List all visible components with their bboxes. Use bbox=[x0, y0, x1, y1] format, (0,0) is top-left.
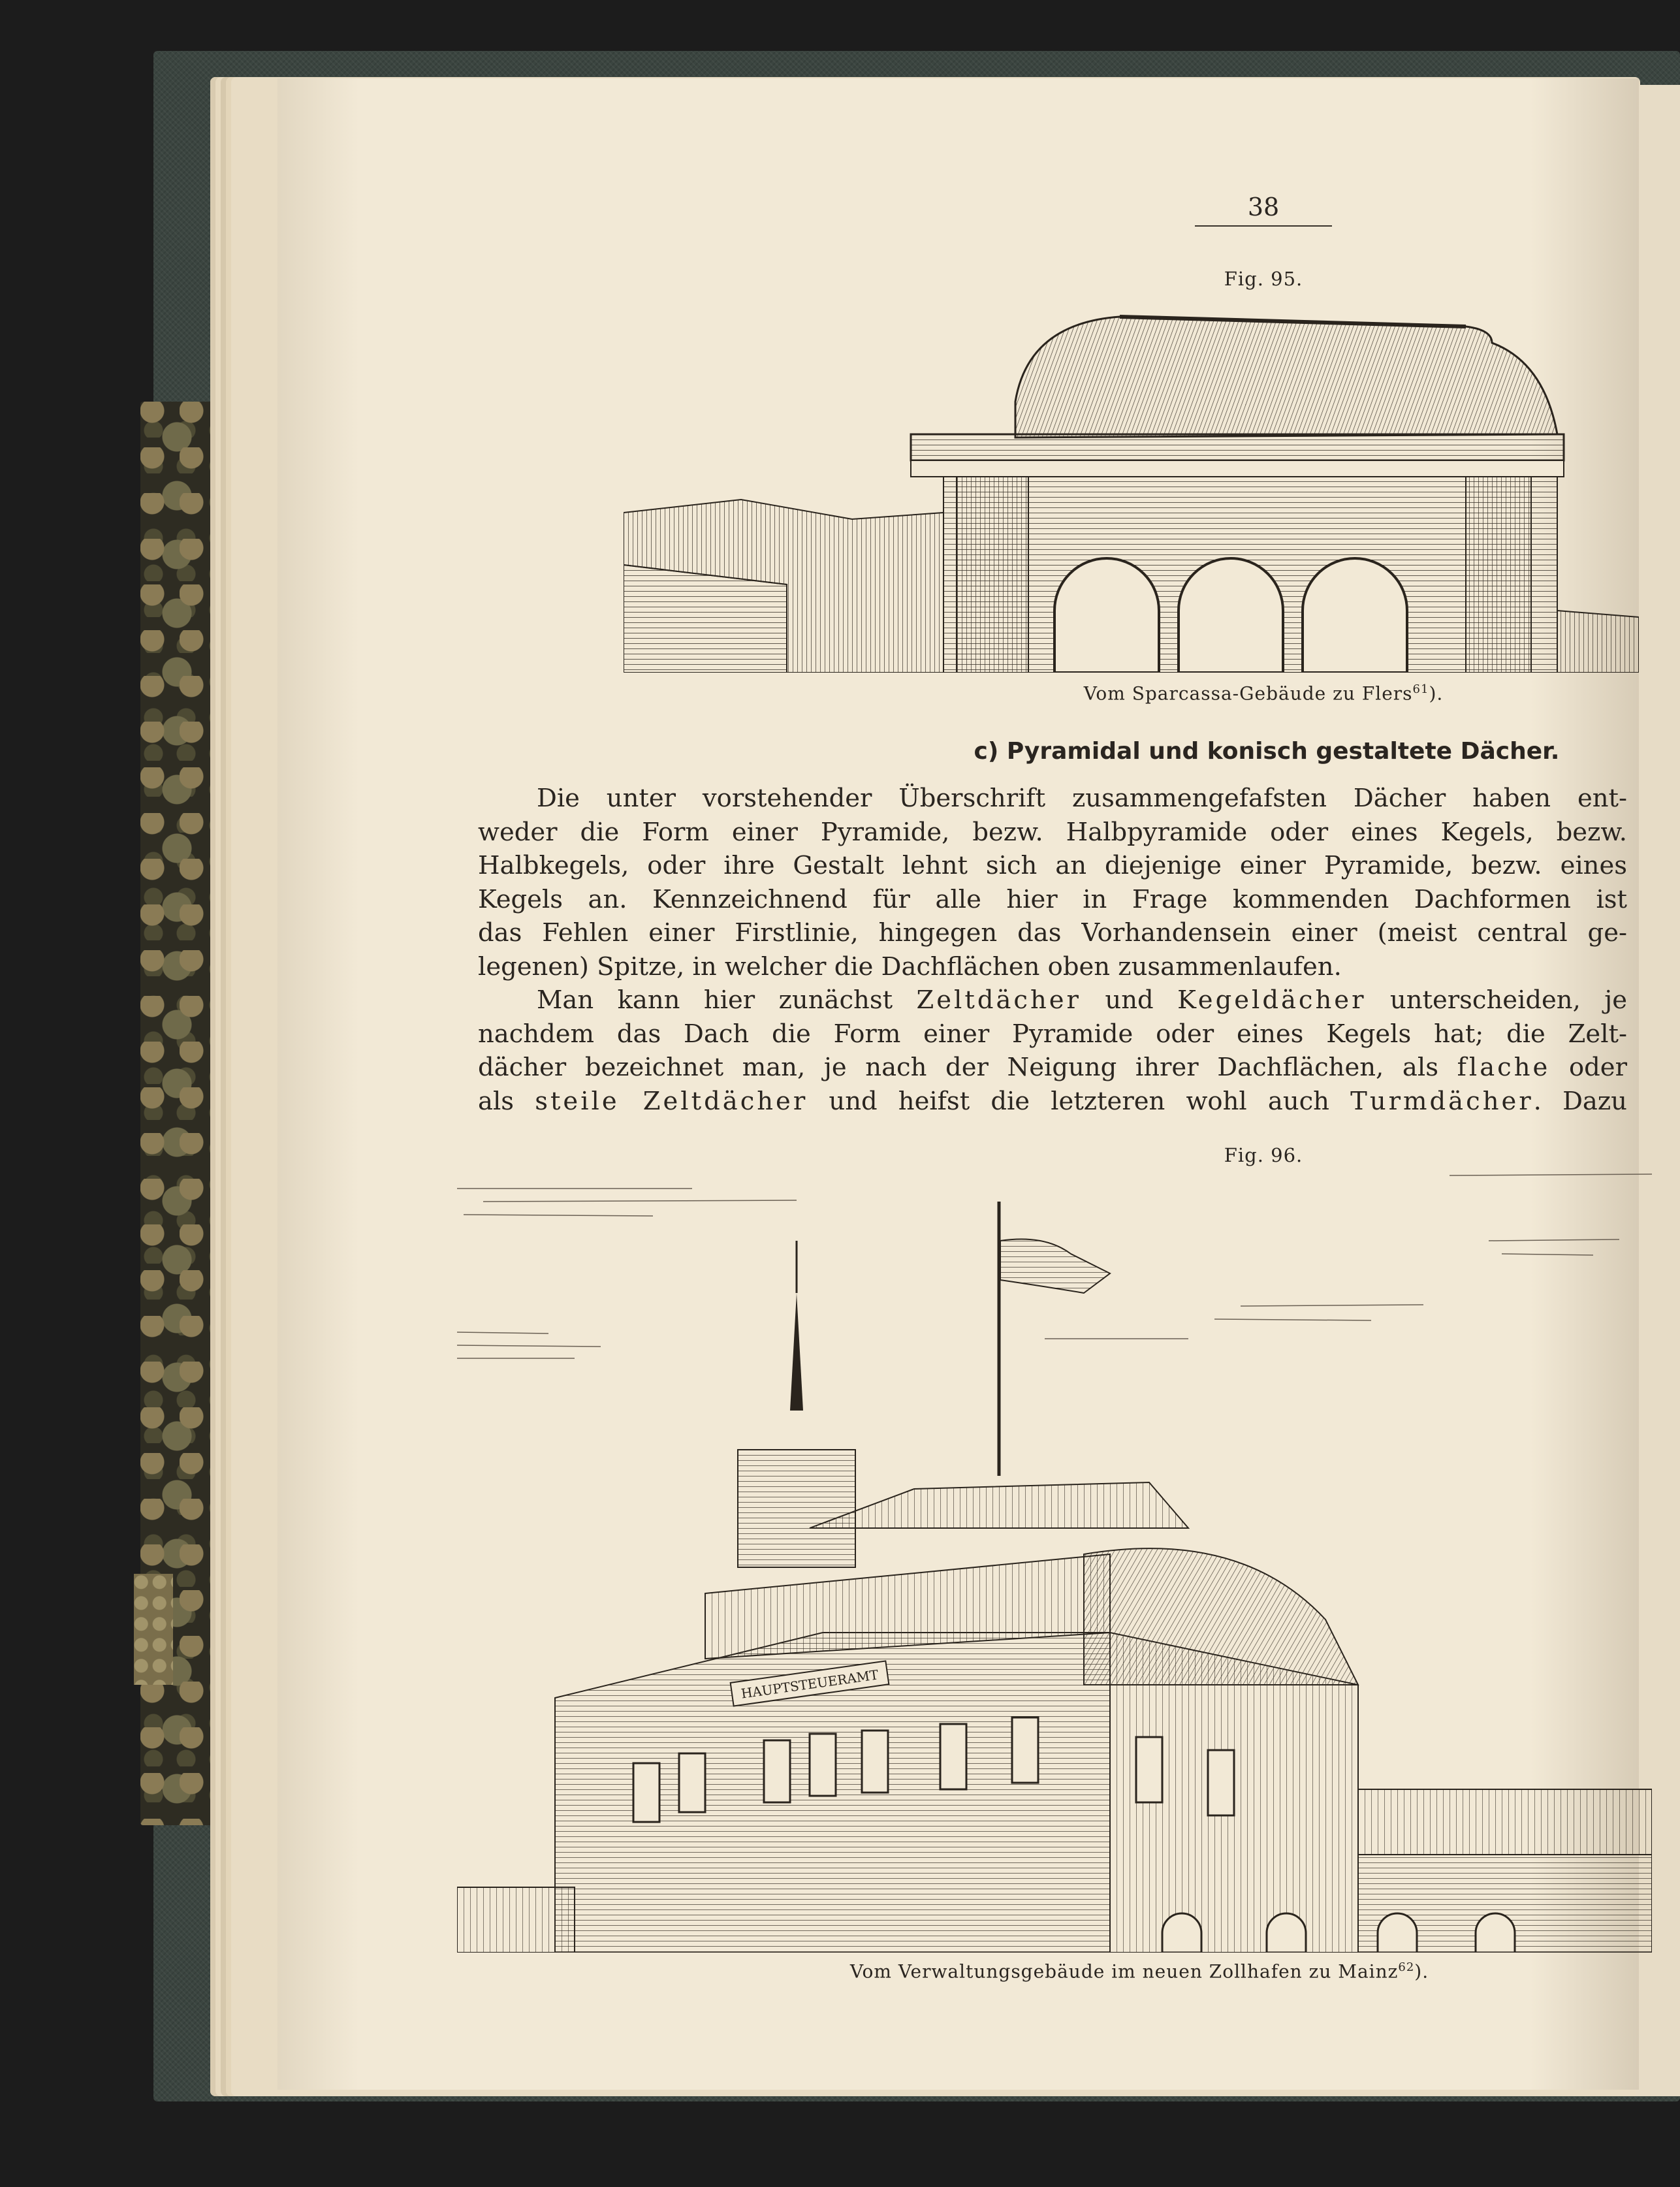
p2-l4-a: als bbox=[478, 1086, 535, 1116]
figure-96-caption-text: Vom Verwaltungsgebäude im neuen Zollhafen zu Mainz bbox=[849, 1960, 1399, 1983]
paragraph-2 bbox=[478, 983, 1627, 1118]
figure-96-caption bbox=[650, 1960, 1629, 1982]
book-page bbox=[277, 78, 1639, 2090]
figure-95-caption-end: ). bbox=[1429, 682, 1444, 705]
paragraph-2-line-1 bbox=[478, 983, 1627, 1017]
p2-l1-c: und bbox=[1081, 985, 1178, 1015]
paragraph-1 bbox=[478, 782, 1627, 984]
page-number: 38 bbox=[1195, 193, 1332, 227]
term-steile-zeltdaecher: steile Zeltdächer bbox=[535, 1086, 808, 1116]
p2-l1-e: unterscheiden, je bbox=[1366, 985, 1627, 1015]
marbled-endpaper-tab bbox=[134, 1574, 173, 1685]
term-kegeldaecher: Kegeldächer bbox=[1177, 985, 1367, 1015]
term-zeltdaecher: Zeltdächer bbox=[916, 985, 1081, 1015]
p2-l4-c: und heifst die letzteren wohl auch bbox=[808, 1086, 1351, 1116]
paragraph-2-line-3 bbox=[478, 1051, 1627, 1085]
figure-96-building-engraving bbox=[457, 1162, 1652, 1953]
paragraph-1-line-6: legenen) Spitze, in welcher die Dachflächen oben zusammenlaufen. bbox=[478, 951, 1342, 982]
p2-l3-a: dächer bezeichnet man, je nach der Neigung ihrer Dachflächen, als bbox=[478, 1053, 1457, 1083]
p2-l3-c: oder bbox=[1550, 1053, 1627, 1083]
figure-95-footnote-ref: 61 bbox=[1412, 682, 1429, 696]
section-heading: c) Pyramidal und konisch gestaltete Dächer. bbox=[974, 738, 1560, 765]
paragraph-1-line-1: Die unter vorstehender Überschrift zusammengefafsten Dächer haben ent- bbox=[537, 784, 1627, 813]
figure-95-caption bbox=[800, 682, 1680, 704]
p2-l4-e: . Dazu bbox=[1533, 1086, 1627, 1116]
paragraph-1-line-5: das Fehlen einer Firstlinie, hingegen das Vorhandensein einer (meist central ge- bbox=[478, 918, 1627, 948]
figure-95-caption-text: Vom Sparcassa-Gebäude zu Flers bbox=[1083, 682, 1413, 705]
paragraph-1-line-4: Kegels an. Kennzeichnend für alle hier in Frage kommenden Dachformen ist bbox=[478, 884, 1627, 914]
term-turmdaecher: Turmdächer bbox=[1350, 1086, 1534, 1116]
hauptsteueramt-sign: HAUPTSTEUERAMT bbox=[740, 1667, 880, 1702]
figure-96-footnote-ref: 62 bbox=[1398, 1960, 1415, 1974]
paragraph-1-line-3: Halbkegels, oder ihre Gestalt lehnt sich an diejenige einer Pyramide, bezw. eines bbox=[478, 851, 1627, 881]
paragraph-2-line-2: nachdem das Dach die Form einer Pyramide oder eines Kegels hat; die Zelt- bbox=[478, 1019, 1627, 1049]
figure-95-roof-engraving bbox=[624, 304, 1639, 673]
figure-96-caption-end: ). bbox=[1414, 1960, 1429, 1983]
term-flache: flache bbox=[1457, 1053, 1551, 1083]
figure-95-label: Fig. 95. bbox=[1224, 268, 1303, 290]
figure-96-label: Fig. 96. bbox=[1224, 1144, 1303, 1166]
paragraph-1-line-2: weder die Form einer Pyramide, bezw. Halbpyramide oder eines Kegels, bezw. bbox=[478, 817, 1627, 847]
p2-l1-a: Man kann hier zunächst bbox=[537, 985, 917, 1015]
paragraph-2-line-4 bbox=[478, 1085, 1627, 1119]
